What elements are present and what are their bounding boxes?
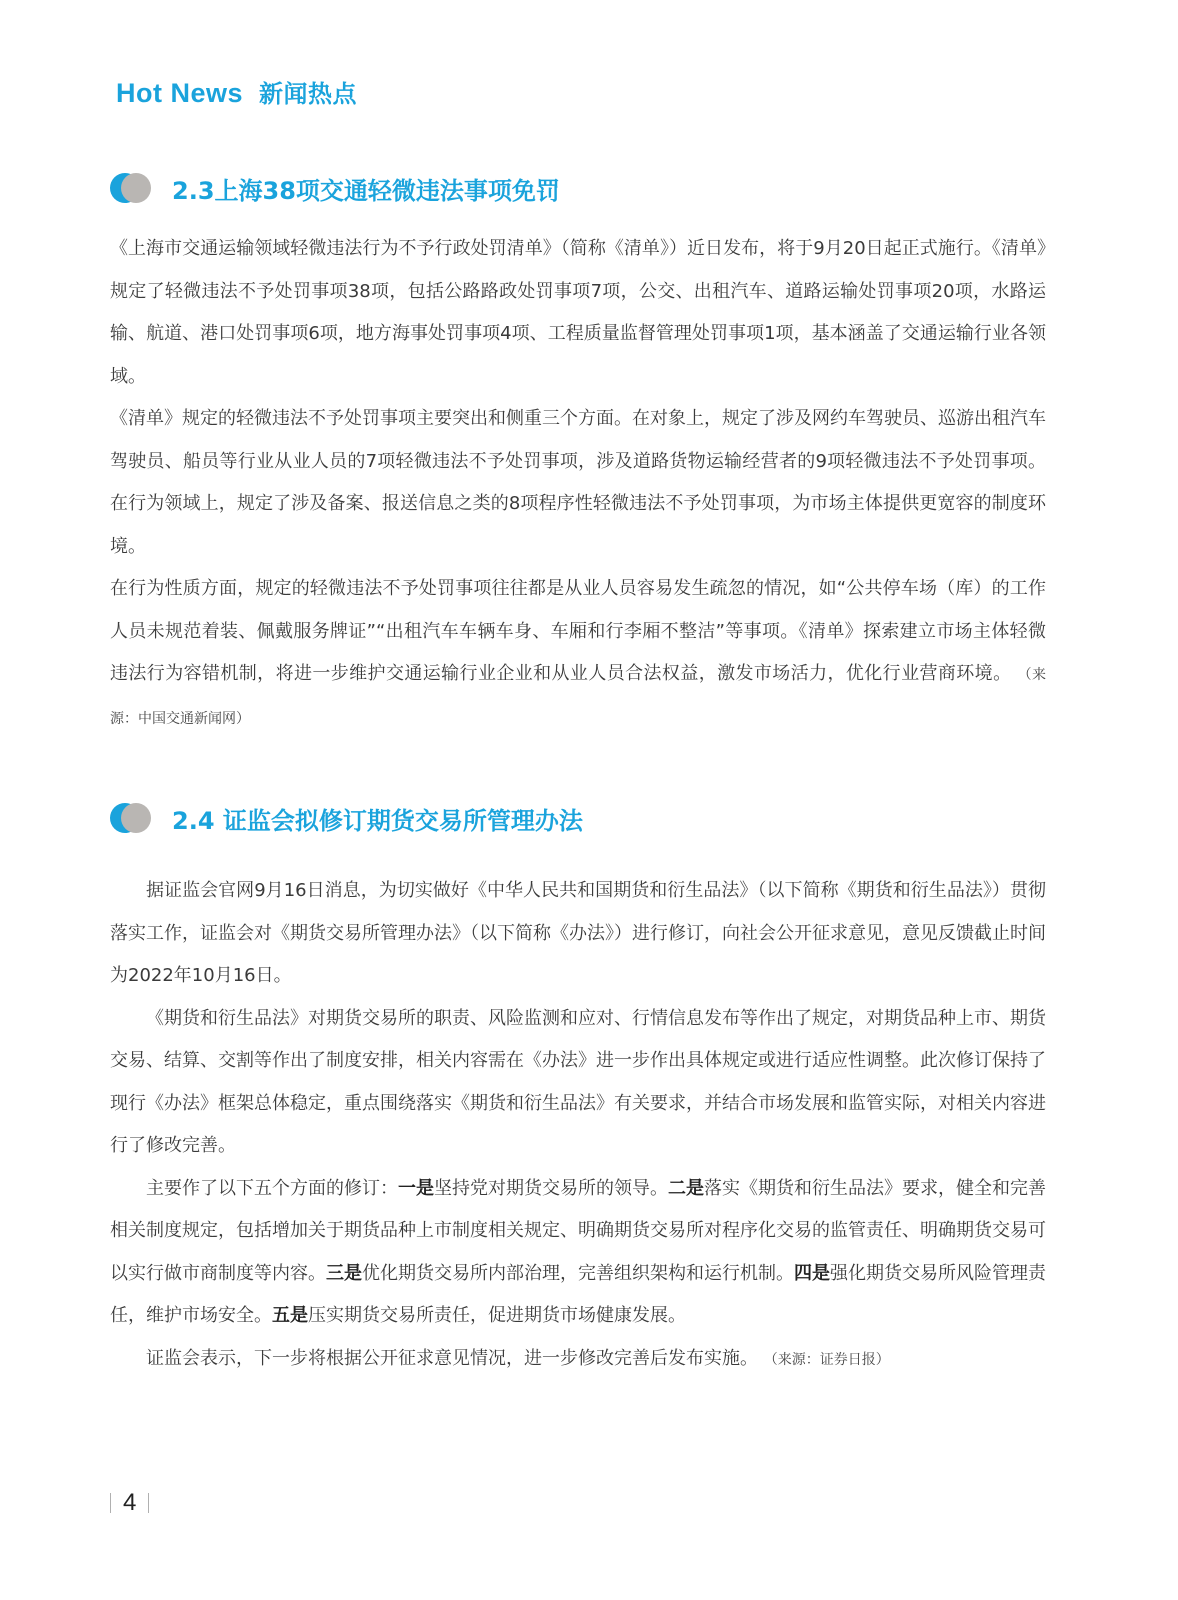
page-number: 4 xyxy=(110,1486,149,1520)
paragraph: 《清单》规定的轻微违法不予处罚事项主要突出和侧重三个方面。在对象上，规定了涉及网约车驾驶员、巡游出租汽车驾驶员、船员等行业从业人员的7项轻微违法不予处罚事项，涉及道路货物运输经营者的9项轻微违法不予处罚事项。在行为领域上，规定了涉及备案、报送信息之类的8项程序性轻微违法不予处罚事项，为市场主体提供更宽容的制度环境。 xyxy=(110,408,1046,557)
section-2-3-heading xyxy=(110,168,560,208)
section-2-4-body xyxy=(110,870,1046,1381)
section-2-4-title: 2.4 证监会拟修订期货交易所管理办法 xyxy=(172,806,583,835)
page-header xyxy=(116,74,357,109)
paragraph: 证监会表示，下一步将根据公开征求意见情况，进一步修改完善后发布实施。 （来源：证券日报） xyxy=(146,1347,890,1369)
paragraph: 《期货和衍生品法》对期货交易所的职责、风险监测和应对、行情信息发布等作出了规定，对期货品种上市、期货交易、结算、交割等作出了制度安排，相关内容需在《办法》进一步作出具体规定或进行适应性调整。此次修订保持了现行《办法》框架总体稳定，重点围绕落实《期货和衍生品法》有关要求，并结合市场发展和监管实际，对相关内容进行了修改完善。 xyxy=(110,1007,1046,1156)
paragraph: 主要作了以下五个方面的修订：一是坚持党对期货交易所的领导。二是落实《期货和衍生品法》要求，健全和完善相关制度规定，包括增加关于期货品种上市制度相关规定、明确期货交易所对程序化交易的监管责任、明确期货交易可以实行做市商制度等内容。三是优化期货交易所内部治理，完善组织架构和运行机制。四是强化期货交易所风险管理责任，维护市场安全。五是压实期货交易所责任，促进期货市场健康发展。 xyxy=(110,1177,1046,1326)
source-note: （来源：证券日报） xyxy=(763,1351,890,1368)
paragraph: 《上海市交通运输领域轻微违法行为不予行政处罚清单》（简称《清单》）近日发布，将于9月20日起正式施行。《清单》规定了轻微违法不予处罚事项38项，包括公路路政处罚事项7项，公交、出租汽车、道路运输处罚事项20项，水路运输、航道、港口处罚事项6项，地方海事处罚事项4项、工程质量监督管理处罚事项1项，基本涵盖了交通运输行业各领域。 xyxy=(110,238,1046,387)
source-note: （来源：中国交通新闻网） xyxy=(110,667,1046,727)
section-2-3-title: 2.3上海38项交通轻微违法事项免罚 xyxy=(172,176,560,205)
bullet-dots-icon xyxy=(110,803,152,833)
header-cn: 新闻热点 xyxy=(259,80,358,108)
section-2-3-body xyxy=(110,228,1046,740)
header-en: Hot News xyxy=(116,78,244,108)
paragraph: 据证监会官网9月16日消息，为切实做好《中华人民共和国期货和衍生品法》（以下简称《期货和衍生品法》）贯彻落实工作，证监会对《期货交易所管理办法》（以下简称《办法》）进行修订，向社会公开征求意见，意见反馈截止时间为2022年10月16日。 xyxy=(110,880,1046,986)
section-2-4-heading xyxy=(110,798,583,838)
paragraph: 在行为性质方面，规定的轻微违法不予处罚事项往往都是从业人员容易发生疏忽的情况，如“公共停车场（库）的工作人员未规范着装、佩戴服务牌证”“出租汽车车辆车身、车厢和行李厢不整洁”等事项。《清单》探索建立市场主体轻微违法行为容错机制，将进一步维护交通运输行业企业和从业人员合法权益，激发市场活力，优化行业营商环境。 （来源：中国交通新闻网） xyxy=(110,578,1046,727)
bullet-dots-icon xyxy=(110,173,152,203)
